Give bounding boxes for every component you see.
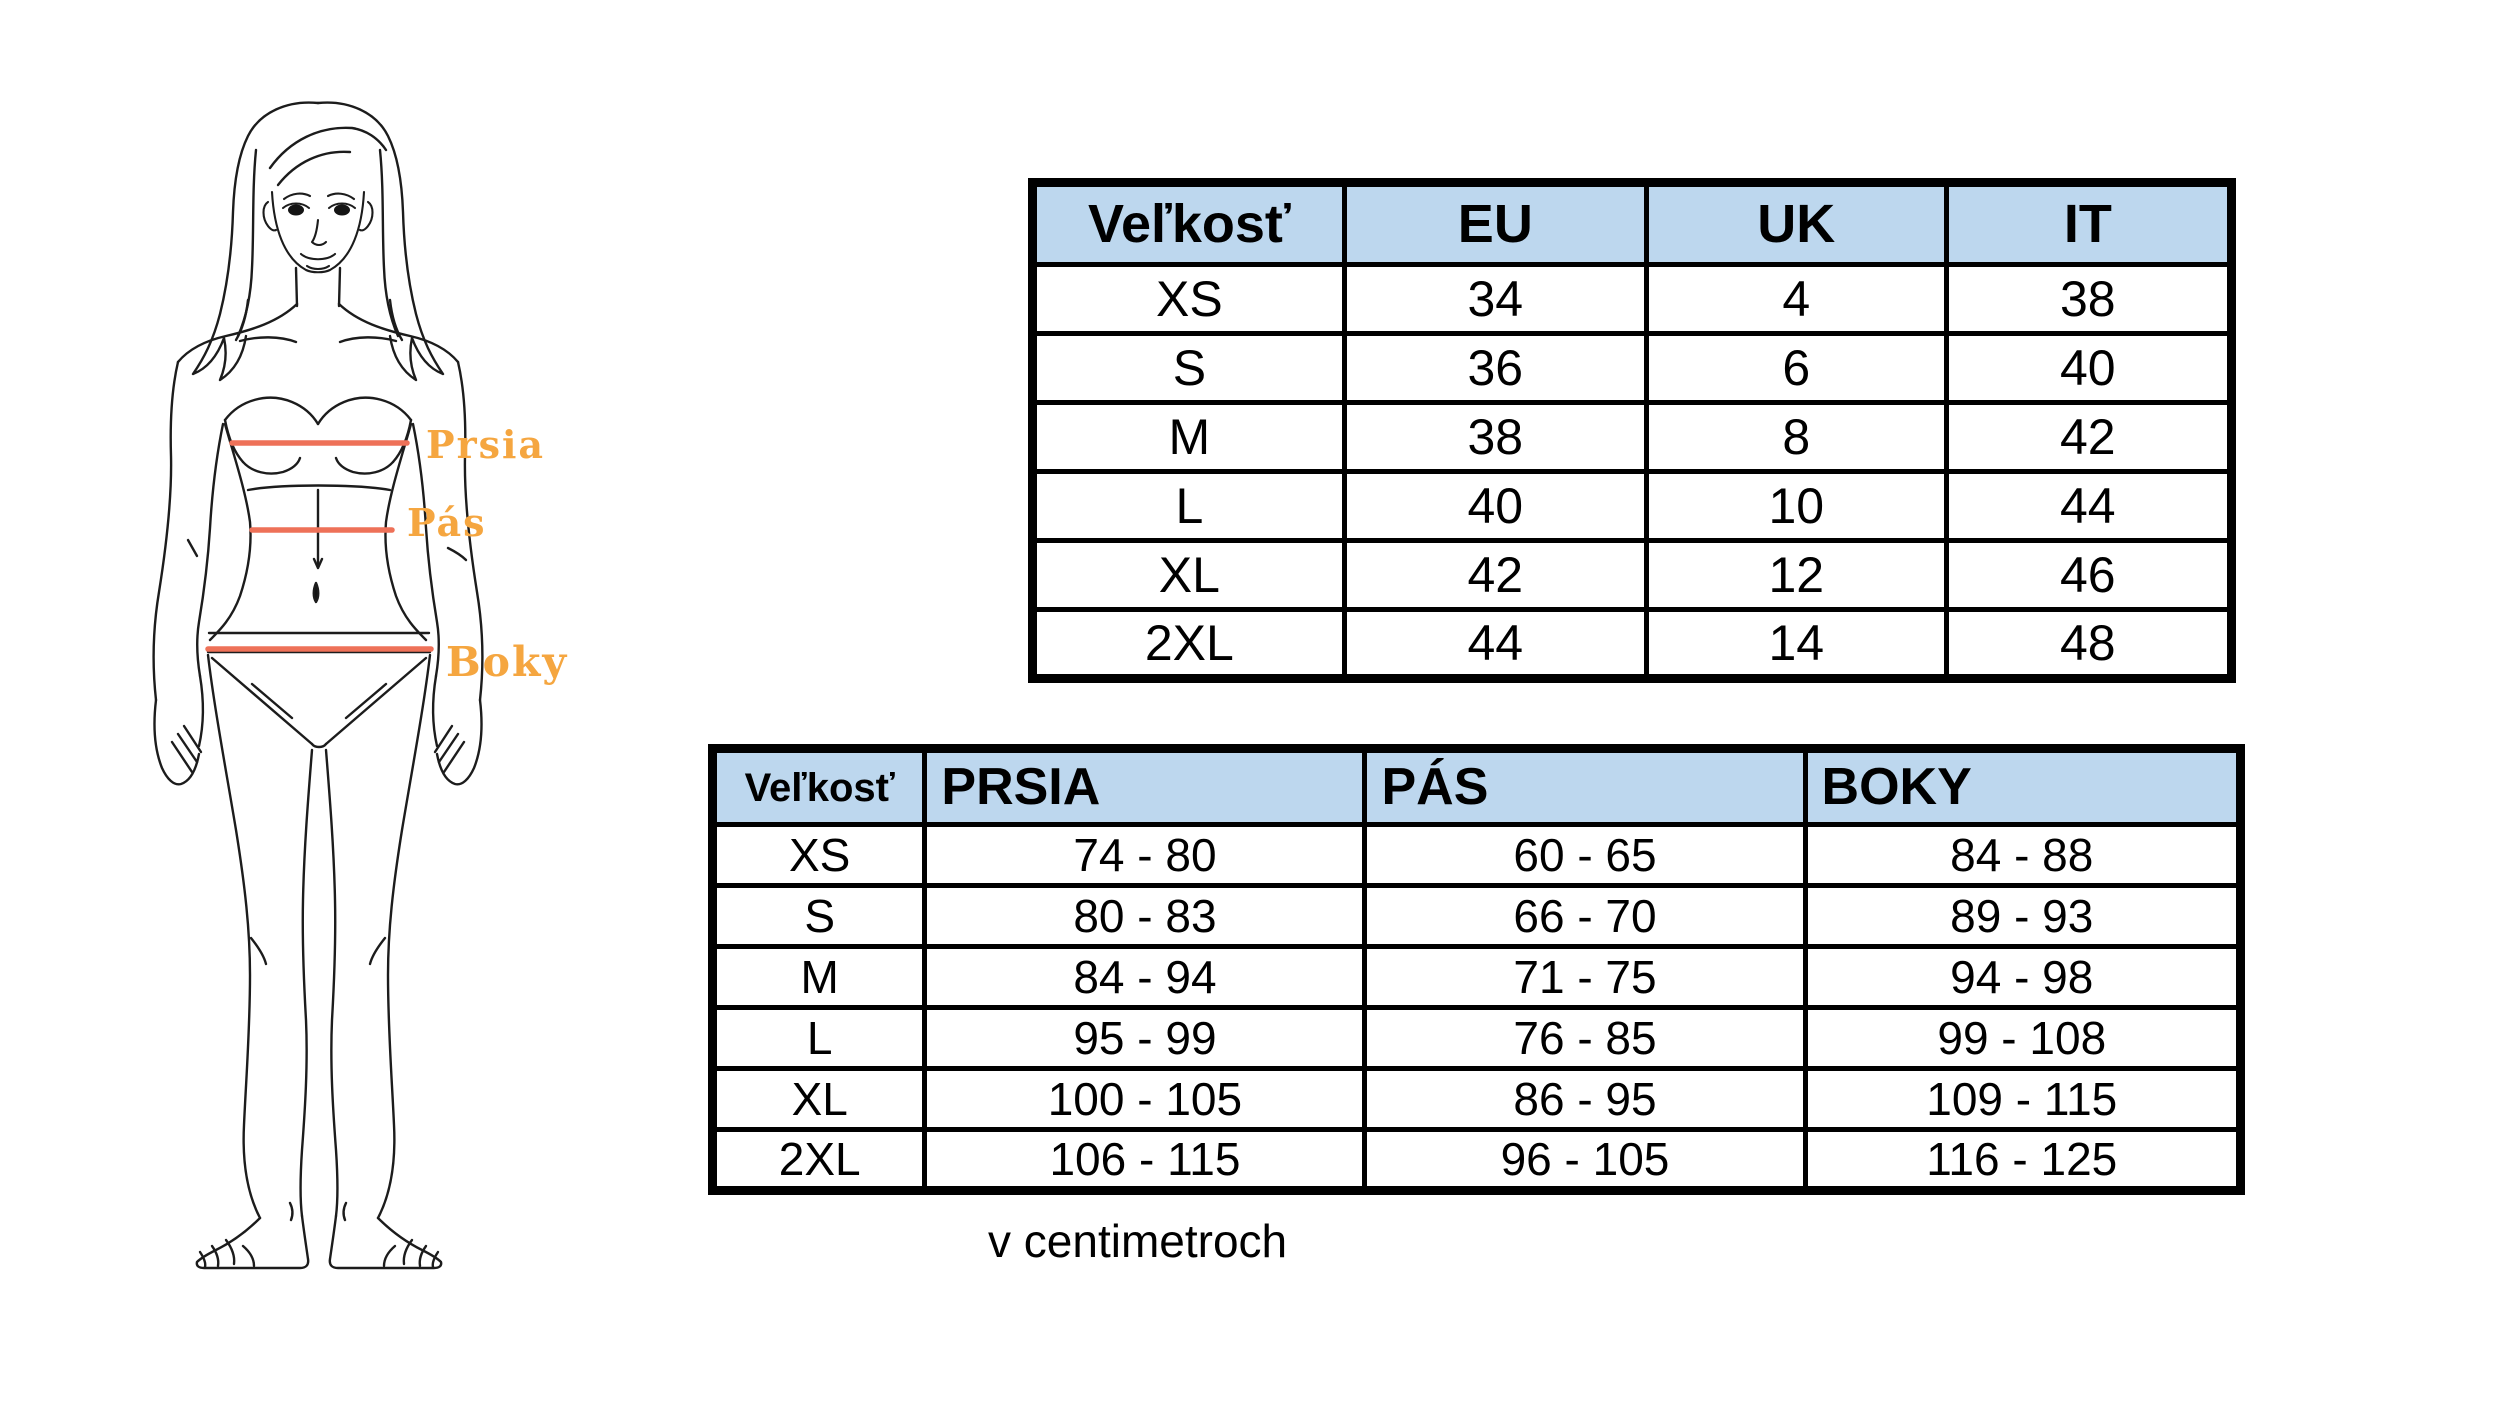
right-hand-top [433, 676, 437, 746]
cell-prsia: 74 - 80 [925, 825, 1365, 886]
cell-size: M [713, 947, 925, 1008]
left-arm-inner [197, 424, 223, 676]
cell-pas: 60 - 65 [1365, 825, 1805, 886]
neck-left [296, 268, 297, 306]
bikini-v-left-inner [252, 684, 292, 718]
cell-size: XL [1033, 541, 1345, 610]
bikini-v-right-inner [346, 684, 386, 718]
bust-top-right [318, 398, 411, 424]
units-caption: v centimetroch [988, 1215, 1288, 1267]
left-hand-top [199, 676, 203, 746]
cell-boky: 109 - 115 [1805, 1069, 2240, 1130]
cell-uk: 14 [1646, 610, 1946, 679]
left-finger [172, 742, 192, 772]
cell-eu: 36 [1344, 334, 1646, 403]
cell-size: XS [1033, 265, 1345, 334]
right-eye [334, 205, 350, 216]
woman-figure-illustration [0, 0, 660, 1406]
left-knee-crease [251, 938, 266, 964]
cell-pas: 76 - 85 [1365, 1008, 1805, 1069]
right-toe [404, 1240, 412, 1264]
bust-under-left [243, 458, 300, 474]
cell-boky: 94 - 98 [1805, 947, 2240, 1008]
header-eu: EU [1344, 183, 1646, 265]
underbust-band [248, 486, 390, 491]
table-row [1033, 334, 2232, 403]
cell-size: M [1033, 403, 1345, 472]
cell-eu: 38 [1344, 403, 1646, 472]
hair-fringe-2 [278, 152, 350, 185]
cell-boky: 99 - 108 [1805, 1008, 2240, 1069]
right-collarbone [340, 337, 396, 342]
left-arm-outer [154, 362, 178, 700]
header-it: IT [1946, 183, 2231, 265]
feet [197, 1216, 441, 1268]
left-leg-outer [208, 655, 260, 1218]
cell-uk: 8 [1646, 403, 1946, 472]
cell-pas: 66 - 70 [1365, 886, 1805, 947]
cell-size: L [713, 1008, 925, 1069]
left-leg-inner [301, 750, 313, 1216]
left-ankle-crease [290, 1203, 292, 1220]
cell-it: 46 [1946, 541, 2231, 610]
bust-under-right [336, 458, 393, 474]
cell-it: 42 [1946, 403, 2231, 472]
left-toe [226, 1240, 234, 1264]
cell-pas: 96 - 105 [1365, 1130, 1805, 1191]
cell-pas: 86 - 95 [1365, 1069, 1805, 1130]
cell-uk: 10 [1646, 472, 1946, 541]
torso [210, 398, 426, 640]
cell-eu: 44 [1344, 610, 1646, 679]
cell-boky: 116 - 125 [1805, 1130, 2240, 1191]
cell-size: S [1033, 334, 1345, 403]
cell-prsia: 95 - 99 [925, 1008, 1365, 1069]
smile [301, 254, 335, 259]
header-uk: UK [1646, 183, 1946, 265]
left-finger [178, 734, 197, 762]
right-finger [444, 742, 464, 772]
table-row [713, 825, 2241, 886]
left-eye [288, 205, 304, 216]
table-row [1033, 403, 2232, 472]
table-row [713, 1130, 2241, 1191]
table-row [1033, 541, 2232, 610]
face [264, 192, 373, 272]
header-size: Veľkosť [713, 749, 925, 825]
cell-uk: 6 [1646, 334, 1946, 403]
hair [193, 103, 443, 380]
cell-it: 48 [1946, 610, 2231, 679]
cell-size: XS [713, 825, 925, 886]
bust-label: Prsia [426, 422, 546, 467]
left-collarbone [240, 337, 296, 342]
table-row [1033, 610, 2232, 679]
right-shoulder [339, 304, 458, 362]
header-boky: BOKY [1805, 749, 2240, 825]
table-row [713, 1069, 2241, 1130]
cell-size: S [713, 886, 925, 947]
cell-uk: 4 [1646, 265, 1946, 334]
header-pas: PÁS [1365, 749, 1805, 825]
right-elbow-crease [448, 548, 466, 560]
left-elbow-crease [188, 540, 197, 556]
table-row [713, 1008, 2241, 1069]
cell-eu: 42 [1344, 541, 1646, 610]
right-leg-outer [378, 655, 430, 1218]
table-header-row [713, 749, 2241, 825]
cell-size: XL [713, 1069, 925, 1130]
cell-it: 44 [1946, 472, 2231, 541]
cell-uk: 12 [1646, 541, 1946, 610]
cell-size: L [1033, 472, 1345, 541]
header-size: Veľkosť [1033, 183, 1345, 265]
right-eyebrow [328, 194, 354, 199]
neck-right [339, 268, 340, 306]
legs [208, 655, 430, 1220]
cell-it: 38 [1946, 265, 2231, 334]
table-row [1033, 472, 2232, 541]
bikini-v-right [326, 658, 426, 744]
lower-lip [307, 266, 329, 269]
cell-boky: 89 - 93 [1805, 886, 2240, 947]
cell-prsia: 84 - 94 [925, 947, 1365, 1008]
cell-prsia: 100 - 105 [925, 1069, 1365, 1130]
bikini-v-left [212, 658, 312, 744]
size-conversion-table [1028, 178, 2236, 683]
cell-eu: 34 [1344, 265, 1646, 334]
bikini-crotch [312, 744, 326, 747]
cell-prsia: 106 - 115 [925, 1130, 1365, 1191]
cell-size: 2XL [1033, 610, 1345, 679]
hair-right-inner [380, 150, 398, 336]
cell-eu: 40 [1344, 472, 1646, 541]
table-row [1033, 265, 2232, 334]
right-leg-inner [326, 750, 338, 1216]
waist-label: Pás [407, 500, 487, 545]
hair-fringe [270, 128, 386, 168]
hips-label: Boky [446, 638, 569, 686]
bust-top-left [225, 398, 318, 424]
nose [312, 220, 326, 245]
cell-it: 40 [1946, 334, 2231, 403]
right-ankle-crease [344, 1203, 346, 1220]
right-finger [439, 734, 458, 762]
left-shoulder [178, 304, 297, 362]
cell-pas: 71 - 75 [1365, 947, 1805, 1008]
table-row [713, 947, 2241, 1008]
right-knee-crease [370, 938, 385, 964]
left-eyebrow [284, 194, 310, 199]
body-measurements-table [708, 744, 2245, 1195]
cell-prsia: 80 - 83 [925, 886, 1365, 947]
table-row [713, 886, 2241, 947]
left-toe [243, 1246, 254, 1266]
table-header-row [1033, 183, 2232, 265]
navel [314, 583, 319, 602]
header-prsia: PRSIA [925, 749, 1365, 825]
cell-size: 2XL [713, 1130, 925, 1191]
right-toe [384, 1246, 395, 1266]
cell-boky: 84 - 88 [1805, 825, 2240, 886]
